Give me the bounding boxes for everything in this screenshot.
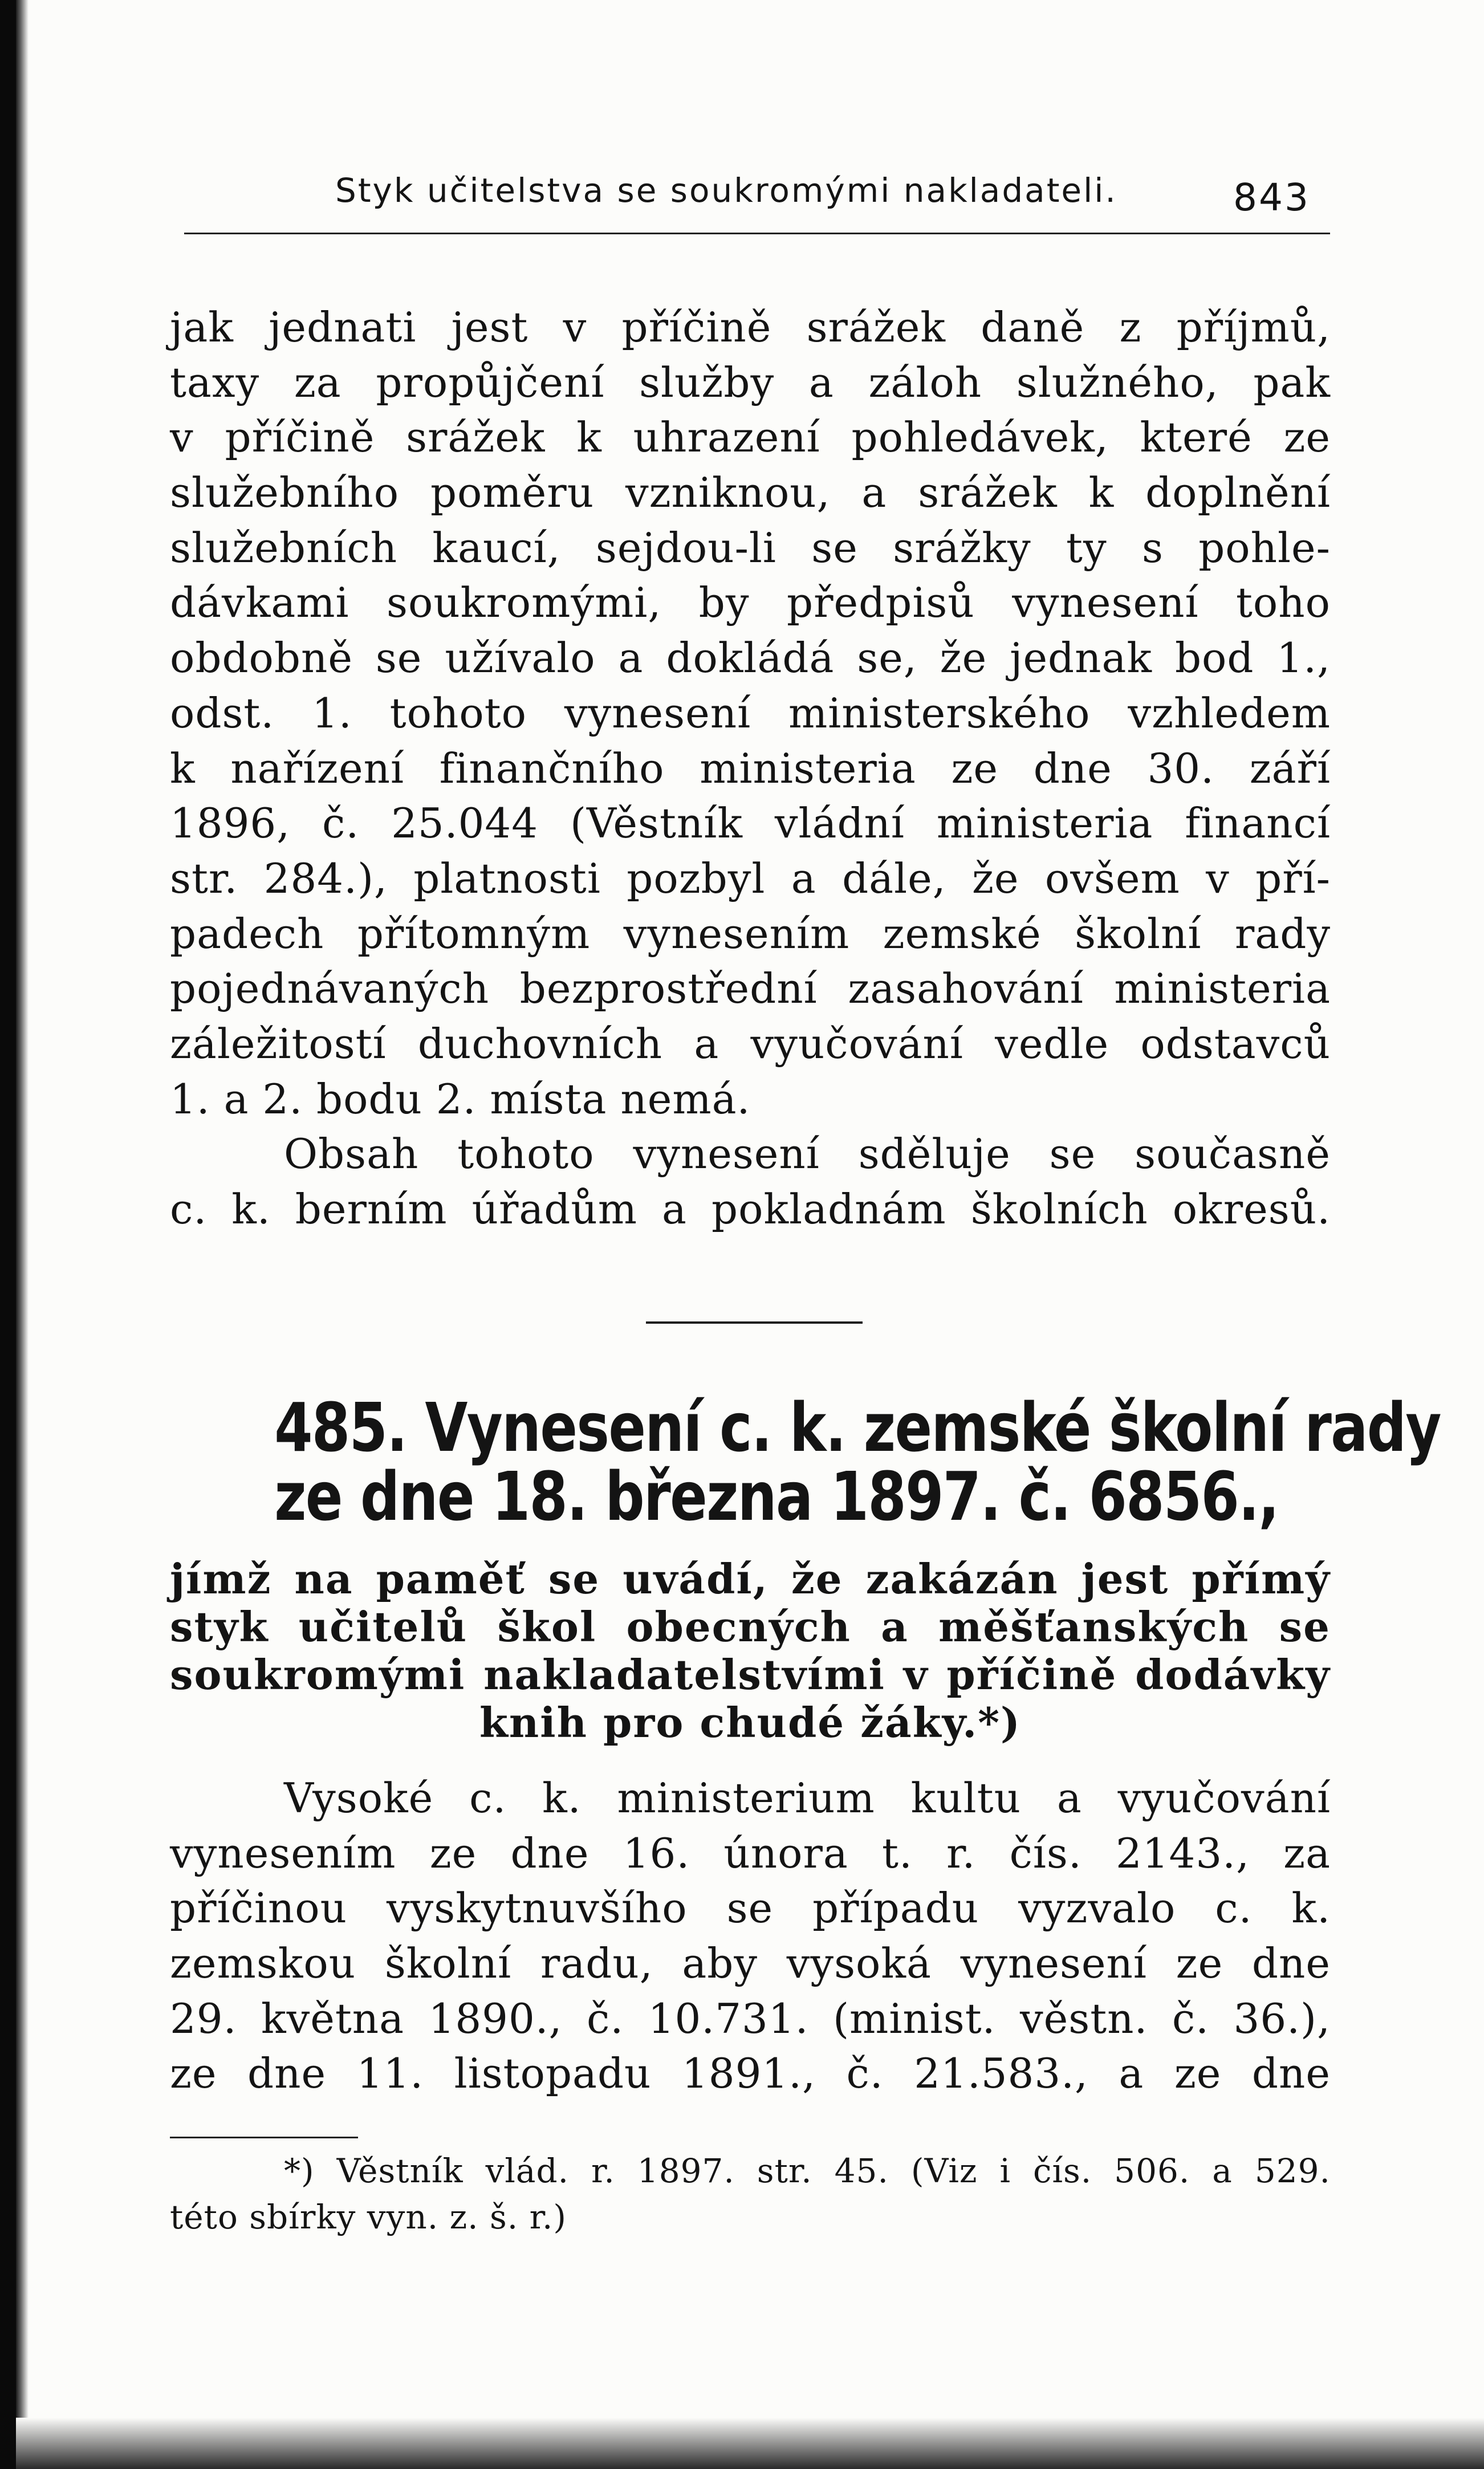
text-line: odst. 1. tohoto vynesení ministerského vzhledem xyxy=(170,689,1331,737)
book-page xyxy=(16,0,1484,2469)
page-edge-shadow xyxy=(16,0,29,2469)
section-heading-line-1: 485. Vynesení c. k. zemské školní rady xyxy=(274,1388,1441,1467)
text-line: Obsah tohoto vynesení sděluje se současně xyxy=(284,1130,1331,1178)
running-title: Styk učitelstva se soukromými nakladateli. xyxy=(335,171,1117,210)
page-bottom-shadow xyxy=(16,2418,1484,2469)
summary-line: knih pro chudé žáky.*) xyxy=(479,1698,1021,1747)
section-heading-line-2: ze dne 18. března 1897. č. 6856., xyxy=(274,1457,1279,1536)
text-line: záležitostí duchovních a vyučování vedle odstavců xyxy=(170,1019,1331,1068)
section-body xyxy=(170,1771,1331,2101)
text-line: příčinou vyskytnuvšího se případu vyzvalo c. k. xyxy=(170,1884,1331,1933)
text-line: c. k. berním úřadům a pokladnám školních okresů. xyxy=(170,1185,1331,1233)
text-line: jak jednati jest v příčině srážek daně z příjmů, xyxy=(170,303,1331,351)
text-line: 1896, č. 25.044 (Věstník vládní ministeria financí xyxy=(170,799,1331,848)
text-line: k nařízení finančního ministeria ze dne 30. září xyxy=(170,744,1331,792)
running-header xyxy=(335,171,1310,217)
text-line: padech přítomným vynesením zemské školní rady xyxy=(170,909,1331,958)
text-line: 29. května 1890., č. 10.731. (minist. věstn. č. 36.), xyxy=(170,1994,1331,2043)
summary-line: jímž na paměť se uvádí, že zakázán jest přímý xyxy=(170,1555,1331,1603)
text-line: služebních kaucí, sejdou-li se srážky ty s pohle- xyxy=(170,523,1331,572)
page-number: 843 xyxy=(1233,176,1310,219)
text-line: pojednávaných bezprostřední zasahování ministeria xyxy=(170,965,1331,1013)
footnote-line: této sbírky vyn. z. š. r.) xyxy=(170,2198,567,2236)
text-line: dávkami soukromými, by předpisů vynesení toho xyxy=(170,579,1331,627)
section-separator xyxy=(646,1321,863,1324)
text-line: taxy za propůjčení služby a záloh služného, pak xyxy=(170,358,1331,406)
summary-line: styk učitelů škol obecných a měšťanských se xyxy=(170,1602,1331,1651)
footnote-rule xyxy=(170,2137,358,2138)
summary-line: soukromými nakladatelstvími v příčině dodávky xyxy=(170,1650,1331,1699)
footnote-line: *) Věstník vlád. r. 1897. str. 45. (Viz i čís. 506. a 529. xyxy=(284,2151,1331,2190)
text-line: obdobně se užívalo a dokládá se, že jednak bod 1., xyxy=(170,634,1331,682)
text-line: služebního poměru vzniknou, a srážek k doplnění xyxy=(170,469,1331,517)
text-line: v příčině srážek k uhrazení pohledávek, které ze xyxy=(170,413,1331,462)
text-line: zemskou školní radu, aby vysoká vynesení ze dne xyxy=(170,1939,1331,1988)
header-rule xyxy=(184,233,1330,234)
footnote xyxy=(170,2148,1331,2240)
text-line: ze dne 11. listopadu 1891., č. 21.583., a ze dne xyxy=(170,2049,1331,2098)
text-line: str. 284.), platnosti pozbyl a dále, že ovšem v pří- xyxy=(170,854,1331,902)
text-line: Vysoké c. k. ministerium kultu a vyučování xyxy=(284,1774,1331,1822)
text-line: vynesením ze dne 16. února t. r. čís. 2143., za xyxy=(170,1829,1331,1877)
section-summary xyxy=(170,1555,1331,1747)
text-line: 1. a 2. bodu 2. místa nemá. xyxy=(170,1075,751,1123)
continuation-paragraph xyxy=(170,300,1331,1237)
